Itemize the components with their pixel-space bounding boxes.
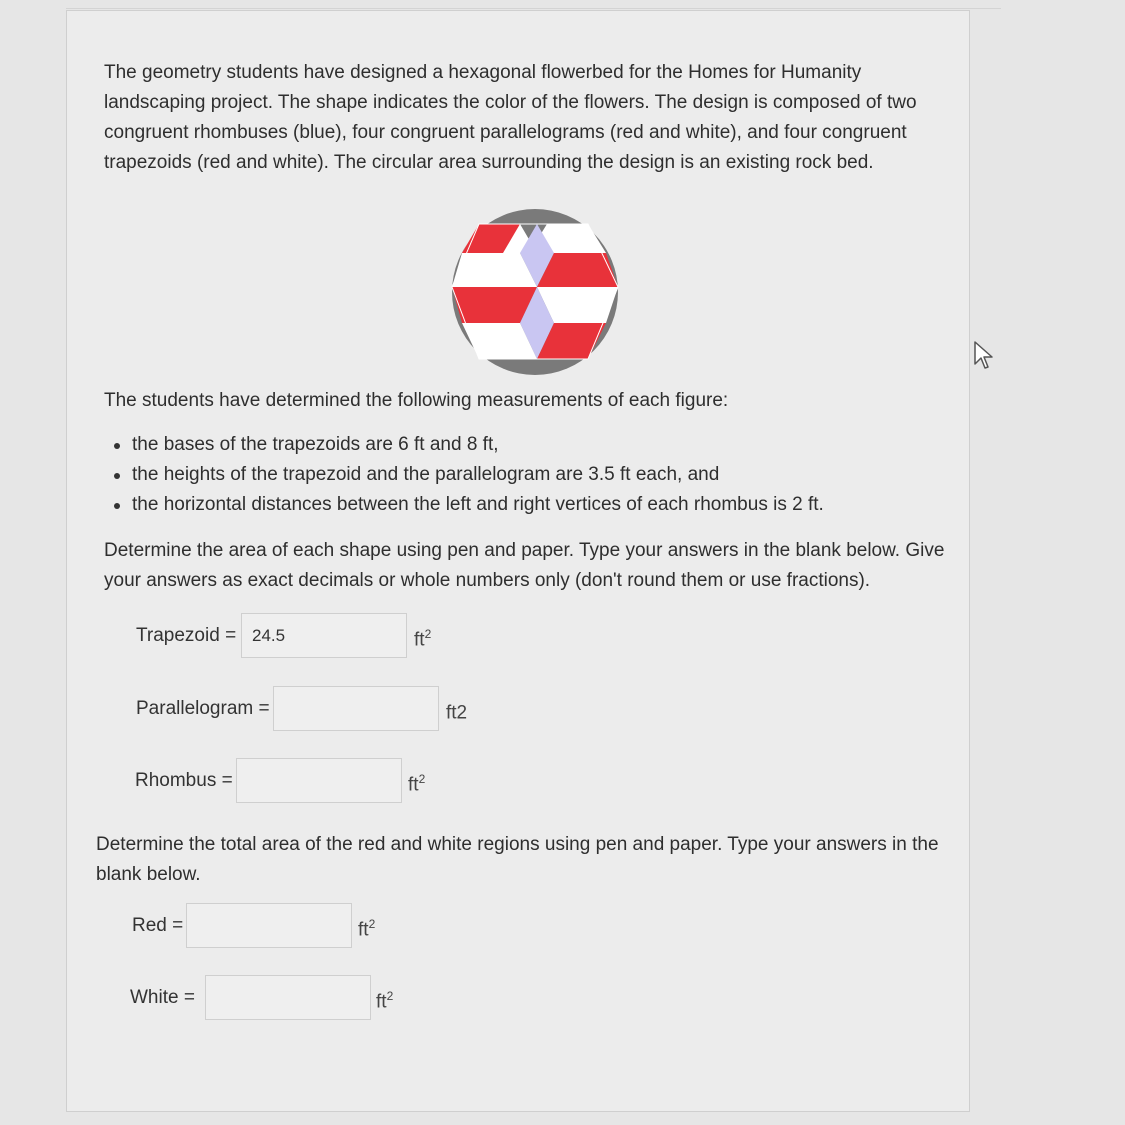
white-answer-row [130, 975, 410, 1023]
red-label: Red = [132, 915, 184, 936]
bullet-icon [114, 503, 120, 509]
trapezoid-answer-row [136, 613, 456, 661]
area-instructions: Determine the area of each shape using pen and paper. Type your answers in the blank below. Give your answers as exact decimals or whole numbers only (don't round them or use fractions). [104, 540, 945, 591]
measurements-list [100, 430, 824, 520]
trapezoid-label: Trapezoid = [136, 625, 237, 646]
white-area-input[interactable] [205, 975, 371, 1020]
trapezoid-unit: $ft^2$ [414, 627, 432, 651]
question-intro: The geometry students have designed a hexagonal flowerbed for the Homes for Humanity landscaping project. The shape indicates the color of the flowers. The design is composed of two congruent rhombuses (blue), four congruent parallelograms (red and white), and four congruent trapezoids (red and white). The circular area surrounding the design is an existing rock bed. [104, 62, 917, 173]
measurements-lead: The students have determined the following measurements of each figure: [104, 390, 729, 411]
rhombus-answer-row [135, 758, 445, 806]
pointer-cursor-icon [973, 340, 995, 372]
red-area-input[interactable] [186, 903, 352, 948]
total-area-instructions: Determine the total area of the red and white regions using pen and paper. Type your answers in the blank below. [96, 834, 939, 885]
top-divider [66, 8, 1001, 9]
bullet-icon [114, 443, 120, 449]
rhombus-unit: $ft^2$ [408, 772, 426, 796]
rhombus-input[interactable] [236, 758, 402, 803]
trapezoid-input[interactable] [241, 613, 407, 658]
list-item: the bases of the trapezoids are 6 ft and 8 ft, [100, 430, 824, 460]
parallelogram-label: Parallelogram = [136, 698, 270, 719]
red-answer-row [132, 903, 392, 951]
bullet-icon [114, 473, 120, 479]
red-unit: $ft^2$ [358, 917, 376, 941]
list-item: the horizontal distances between the left and right vertices of each rhombus is 2 ft. [100, 490, 824, 520]
hexagon-flowerbed-figure [450, 207, 620, 377]
parallelogram-answer-row [136, 686, 486, 734]
rhombus-label: Rhombus = [135, 770, 233, 791]
list-item: the heights of the trapezoid and the parallelogram are 3.5 ft each, and [100, 460, 824, 490]
parallelogram-unit: ft2 [446, 702, 468, 724]
white-label: White = [130, 987, 195, 1008]
white-unit: $ft^2$ [376, 989, 394, 1013]
parallelogram-input[interactable] [273, 686, 439, 731]
